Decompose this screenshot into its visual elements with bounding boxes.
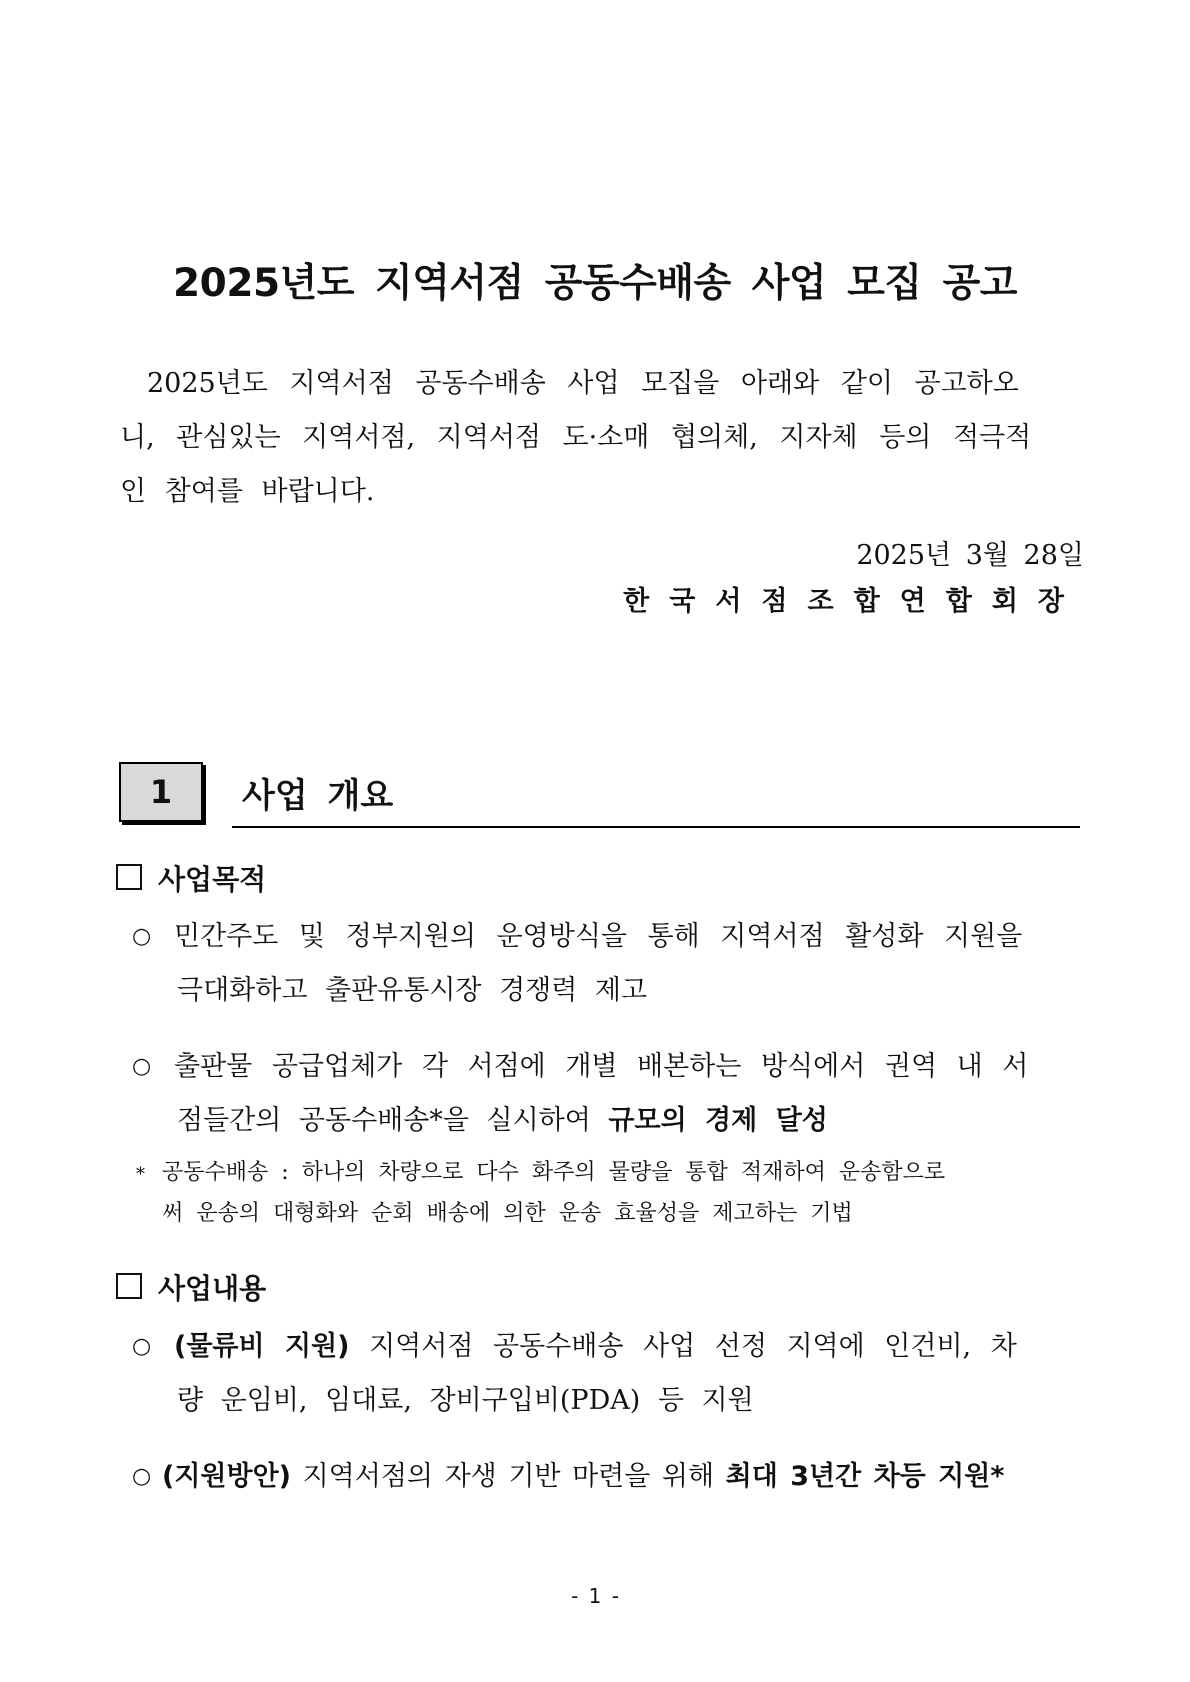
asterisk-marker: * <box>136 1164 145 1185</box>
purpose-heading <box>116 858 266 898</box>
circle-bullet-icon: ○ <box>132 1334 152 1359</box>
page-number: - 1 - <box>571 1584 619 1608</box>
checkbox-square-icon <box>116 864 142 890</box>
content-bullet-1-line-1-text: 지역서점 공동수배송 사업 선정 지역에 인건비, 차 <box>349 1331 1017 1362</box>
purpose-bullet-2-line-1: 출판물 공급업체가 각 서점에 개별 배본하는 방식에서 권역 내 서 <box>174 1051 1029 1082</box>
purpose-bullet-1-line-2: 극대화하고 출판유통시장 경쟁력 제고 <box>177 975 648 1006</box>
section-title: 사업 개요 <box>242 776 394 816</box>
purpose-bullet-1 <box>132 910 1080 1018</box>
logistics-support-label: (물류비 지원) <box>174 1331 350 1362</box>
content-bullet-2 <box>132 1450 1080 1504</box>
content-bullet-2-line-1 <box>132 1450 1080 1504</box>
circle-bullet-icon: ○ <box>132 1054 152 1079</box>
announcement-date: 2025년 3월 28일 <box>856 540 1084 571</box>
content-bullet-1 <box>132 1320 1080 1428</box>
content-bullet-1-line-1 <box>132 1320 1080 1374</box>
signer-name: 한국서점조합연합회장 <box>623 586 1084 617</box>
economies-of-scale-emphasis: 규모의 경제 달성 <box>608 1105 828 1136</box>
section-underline <box>232 826 1080 828</box>
purpose-bullet-1-line-1: 민간주도 및 정부지원의 운영방식을 통해 지역서점 활성화 지원을 <box>174 921 1023 952</box>
purpose-bullet-2-line-2 <box>132 1094 1080 1148</box>
purpose-bullet-2-line-2-text: 점들간의 공동수배송*을 실시하여 <box>177 1105 609 1136</box>
checkbox-square-icon <box>116 1273 142 1299</box>
footnote-line-1: 공동수배송 : 하나의 차량으로 다수 화주의 물량을 통합 적재하여 운송함으로 <box>162 1160 946 1185</box>
content-bullet-1-line-2: 량 운임비, 임대료, 장비구입비(PDA) 등 지원 <box>177 1385 754 1416</box>
footnote-line-2: 써 운송의 대형화와 순회 배송에 의한 운송 효율성을 제고하는 기법 <box>162 1201 853 1226</box>
document-title: 2025년도 지역서점 공동수배송 사업 모집 공고 <box>173 261 1017 306</box>
content-heading-label: 사업내용 <box>158 1272 267 1305</box>
purpose-heading-label: 사업목적 <box>158 863 267 896</box>
intro-paragraph <box>120 357 1080 519</box>
section-number-box: 1 <box>119 762 203 822</box>
max-3-year-support-emphasis: 최대 3년간 차등 지원* <box>725 1461 1005 1492</box>
content-heading <box>116 1267 266 1307</box>
circle-bullet-icon: ○ <box>132 924 152 949</box>
intro-line-2: 니, 관심있는 지역서점, 지역서점 도·소매 협의체, 지자체 등의 적극적 <box>120 422 1032 453</box>
intro-line-3: 인 참여를 바랍니다. <box>120 476 375 507</box>
footnote <box>136 1152 1080 1234</box>
content-bullet-2-line-1-text: 지역서점의 자생 기반 마련을 위해 <box>291 1461 726 1492</box>
purpose-bullet-2 <box>132 1040 1080 1148</box>
circle-bullet-icon: ○ <box>132 1464 152 1489</box>
intro-line-1: 2025년도 지역서점 공동수배송 사업 모집을 아래와 같이 공고하오 <box>147 368 1019 399</box>
support-plan-label: (지원방안) <box>162 1461 292 1492</box>
